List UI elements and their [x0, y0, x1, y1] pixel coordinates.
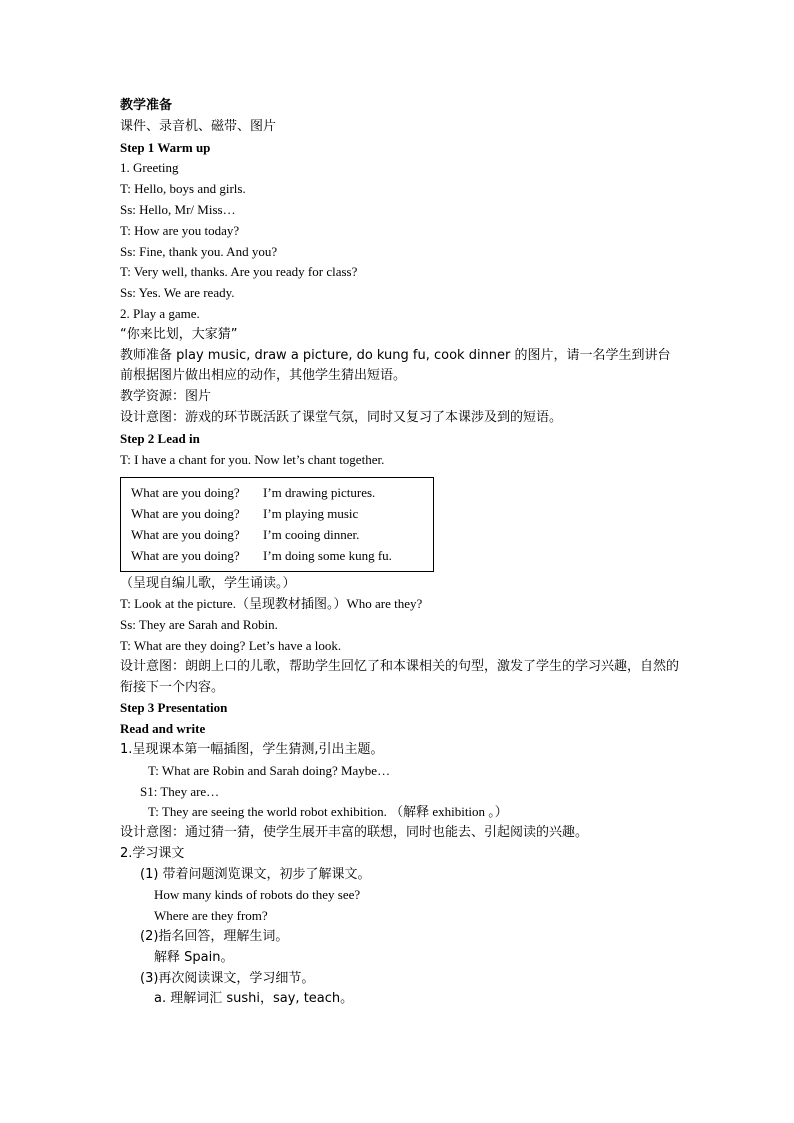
teacher-question-line: T: What are they doing? Let’s have a look. [120, 637, 342, 653]
chant-note: （呈现自编儿歌，学生诵读。） [120, 575, 296, 591]
sub-step-3: (3)再次阅读课文，学习细节。 [140, 970, 315, 986]
read-and-write-heading: Read and write [120, 721, 206, 737]
chant-box [120, 477, 434, 571]
section-title-prep: 教学准备 [120, 98, 173, 113]
game-name: “你来比划，大家猜” [120, 326, 238, 342]
presentation-point-2: 2.学习课文 [120, 845, 185, 861]
greeting-title: 1. Greeting [120, 160, 179, 176]
question-line: Where are they from? [154, 908, 268, 924]
chant-intro: T: I have a chant for you. Now let’s chant together. [120, 451, 385, 467]
game-title: 2. Play a game. [120, 305, 200, 321]
chant-question: What are you doing? [131, 506, 240, 522]
chant-row [131, 504, 433, 525]
greeting-line: T: How are you today? [120, 222, 240, 238]
greeting-line: Ss: Yes. We are ready. [120, 285, 235, 301]
chant-question: What are you doing? [131, 547, 240, 563]
chant-row [131, 525, 433, 546]
greeting-line: Ss: Hello, Mr/ Miss… [120, 201, 236, 217]
chant-question: What are you doing? [131, 485, 240, 501]
vocabulary-line: a. 理解词汇 sushi，say, teach。 [154, 991, 354, 1007]
teaching-resource: 教学资源：图片 [120, 389, 212, 405]
design-intent-2: 设计意图：朗朗上口的儿歌，帮助学生回忆了和本课相关的句型，激发了学生的学习兴趣，自然的衔接下一个内容。 [120, 658, 680, 695]
chant-row [131, 546, 433, 567]
chant-row [131, 483, 433, 504]
chant-answer: I’m playing music [263, 506, 359, 522]
design-intent-1: 设计意图：游戏的环节既活跃了课堂气氛，同时又复习了本课涉及到的短语。 [120, 409, 563, 425]
chant-answer: I’m doing some kung fu. [263, 547, 392, 563]
chant-answer: I’m drawing pictures. [263, 485, 376, 501]
chant-question: What are you doing? [131, 526, 240, 542]
step3-heading: Step 3 Presentation [120, 700, 228, 716]
question-line: How many kinds of robots do they see? [154, 887, 361, 903]
prep-items: 课件、录音机、磁带、图片 [120, 118, 277, 134]
step2-heading: Step 2 Lead in [120, 430, 200, 446]
teacher-line: T: They are seeing the world robot exhibition. （解释 exhibition 。） [148, 804, 508, 820]
look-line: T: Look at the picture.（呈现教材插图。）Who are they? [120, 596, 423, 612]
chant-answer: I’m cooing dinner. [263, 526, 360, 542]
step1-heading: Step 1 Warm up [120, 139, 211, 155]
student-line: S1: They are… [140, 783, 220, 799]
greeting-line: T: Very well, thanks. Are you ready for class? [120, 264, 358, 280]
teacher-line: T: What are Robin and Sarah doing? Maybe… [148, 762, 391, 778]
students-answer-line: Ss: They are Sarah and Robin. [120, 617, 278, 633]
game-description: 教师准备 play music, draw a picture, do kung fu, cook dinner 的图片，请一名学生到讲台前根据图片做出相应的动作，其他学生猜出短语。 [120, 347, 671, 384]
presentation-point-1: 1.呈现课本第一幅插图，学生猜测,引出主题。 [120, 741, 384, 757]
design-intent-3: 设计意图：通过猜一猜，使学生展开丰富的联想，同时也能去、引起阅读的兴趣。 [120, 825, 589, 841]
greeting-line: Ss: Fine, thank you. And you? [120, 243, 278, 259]
sub-step-2: (2)指名回答，理解生词。 [140, 929, 289, 945]
lesson-plan-page [120, 96, 680, 1010]
greeting-line: T: Hello, boys and girls. [120, 181, 246, 197]
sub-step-1: (1) 带着问题浏览课文，初步了解课文。 [140, 866, 371, 882]
explain-line: 解释 Spain。 [154, 949, 234, 965]
